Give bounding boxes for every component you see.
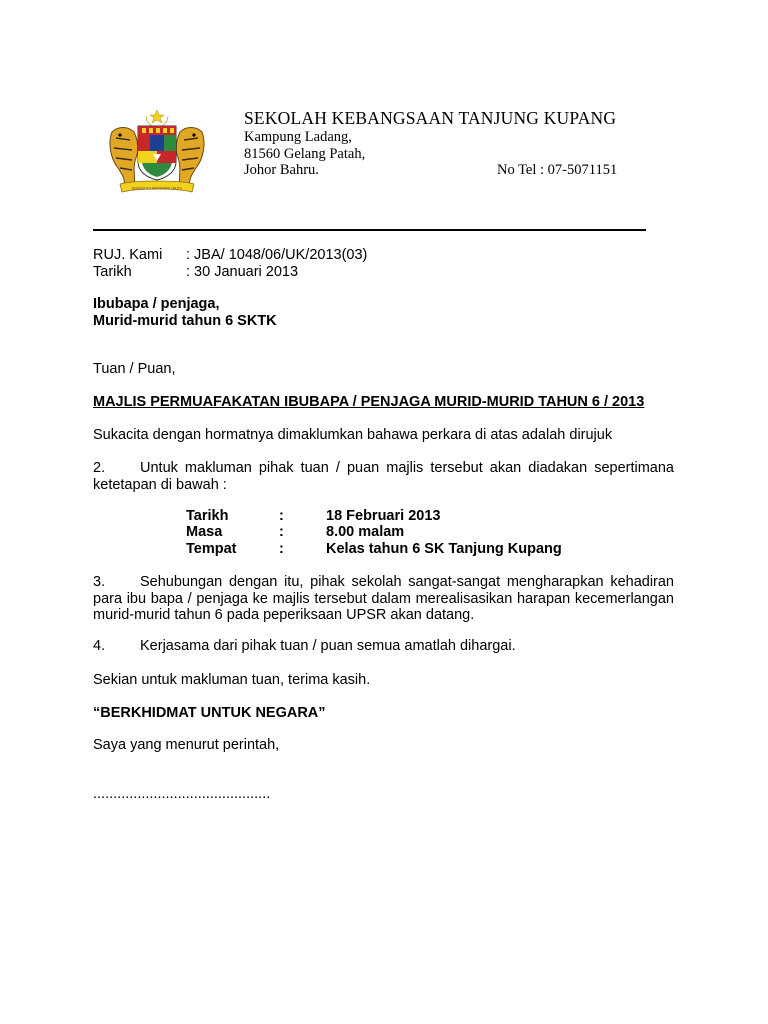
address-line-3: Johor Bahru. — [244, 162, 319, 178]
reference-label: RUJ. Kami — [93, 247, 163, 263]
paragraph-2-text: Untuk makluman pihak tuan / puan majlis tersebut akan diadakan sepertimana ketetapan di bawah : — [93, 460, 674, 493]
detail-label-date: Tarikh — [186, 508, 229, 524]
detail-separator: : — [279, 541, 284, 557]
reference-value: : JBA/ 1048/06/UK/2013(03) — [186, 247, 368, 263]
paragraph-3-text: Sehubungan dengan itu, pihak sekolah sangat-sangat mengharapkan kehadiran para ibu bapa / penjaga ke majlis tersebut dalam merealisasikan harapan kecemerlangan murid-murid tahun 6 pada peperiksaan UPSR akan datang. — [93, 574, 674, 623]
paragraph-3 — [93, 574, 674, 624]
paragraph-2 — [93, 460, 674, 493]
address-line-1: Kampung Ladang, — [244, 129, 352, 145]
paragraph-4-text: Kerjasama dari pihak tuan / puan semua amatlah dihargai. — [140, 638, 516, 654]
school-name: SEKOLAH KEBANGSAAN TANJUNG KUPANG — [244, 108, 617, 128]
coat-of-arms-logo — [106, 110, 208, 196]
paragraph-3-number: 3. — [93, 574, 106, 590]
salutation: Tuan / Puan, — [93, 361, 176, 377]
crest-motto: BERSEKUTU BERTAMBAH MUTU — [131, 186, 183, 191]
detail-value-venue: Kelas tahun 6 SK Tanjung Kupang — [326, 541, 562, 557]
detail-separator: : — [279, 508, 284, 524]
letterhead-divider — [93, 229, 646, 231]
intro-paragraph: Sukacita dengan hormatnya dimaklumkan bahawa perkara di atas adalah dirujuk — [93, 427, 613, 443]
date-label: Tarikh — [93, 264, 132, 280]
detail-value-date: 18 Februari 2013 — [326, 508, 441, 524]
paragraph-4 — [93, 638, 516, 654]
date-value: : 30 Januari 2013 — [186, 264, 299, 280]
detail-label-venue: Tempat — [186, 541, 237, 557]
detail-label-time: Masa — [186, 524, 223, 540]
detail-value-time: 8.00 malam — [326, 524, 405, 540]
closing-line: Sekian untuk makluman tuan, terima kasih. — [93, 672, 371, 688]
sign-off: Saya yang menurut perintah, — [93, 737, 280, 753]
signature-line: ............................................ — [93, 786, 271, 802]
recipient-line-2: Murid-murid tahun 6 SKTK — [93, 313, 277, 329]
paragraph-2-number: 2. — [93, 460, 106, 476]
recipient-line-1: Ibubapa / penjaga, — [93, 296, 220, 312]
detail-separator: : — [279, 524, 284, 540]
telephone-number: No Tel : 07-5071151 — [497, 162, 618, 178]
paragraph-4-number: 4. — [93, 638, 106, 654]
address-line-2: 81560 Gelang Patah, — [244, 146, 366, 162]
letter-subject: MAJLIS PERMUAFAKATAN IBUBAPA / PENJAGA MURID-MURID TAHUN 6 / 2013 — [93, 394, 645, 410]
motto: “BERKHIDMAT UNTUK NEGARA” — [93, 705, 326, 721]
